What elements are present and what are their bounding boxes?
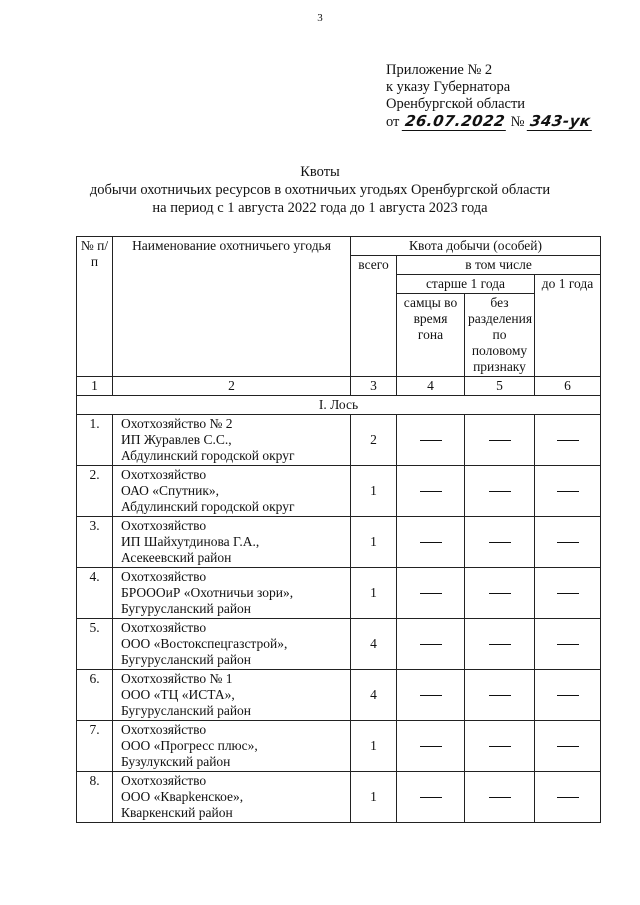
table-row [77, 772, 601, 823]
header-under-1: до 1 года [535, 275, 601, 377]
row-number: 4. [77, 568, 113, 619]
row-number: 3. [77, 517, 113, 568]
quota-table [76, 236, 601, 823]
header-num: № п/п [77, 237, 113, 377]
dash-mark [557, 593, 579, 594]
header-name: Наименование охотничьего угодья [113, 237, 351, 377]
header-males-rut: самцы во время гона [397, 294, 465, 377]
quota-no-sex-split [465, 568, 535, 619]
hunting-ground-name [113, 568, 351, 619]
handwritten-date: 26.07.2022 [402, 113, 508, 131]
quota-no-sex-split [465, 619, 535, 670]
name-line-2: ИП Шайхутдинова Г.А., [121, 534, 260, 549]
table-row [77, 415, 601, 466]
header-row-1 [77, 237, 601, 256]
hunting-ground-name [113, 772, 351, 823]
dash-mark [557, 644, 579, 645]
dash-mark [489, 797, 511, 798]
dash-mark [557, 542, 579, 543]
name-line-3: Абдулинский городской округ [121, 499, 295, 514]
quota-total: 1 [351, 466, 397, 517]
name-line-2: ИП Журавлев С.С., [121, 432, 232, 447]
table-row [77, 670, 601, 721]
quota-males-rut [397, 568, 465, 619]
title-line-1: Квоты [300, 164, 340, 180]
col-number: 4 [397, 377, 465, 396]
col-number: 1 [77, 377, 113, 396]
row-number: 7. [77, 721, 113, 772]
hunting-ground-name [113, 466, 351, 517]
dash-mark [489, 695, 511, 696]
dash-mark [420, 644, 442, 645]
header-quota: Квота добычи (особей) [351, 237, 601, 256]
quota-under-1 [535, 415, 601, 466]
table-row [77, 568, 601, 619]
col-number: 3 [351, 377, 397, 396]
hunting-ground-name [113, 517, 351, 568]
quota-males-rut [397, 721, 465, 772]
row-number: 5. [77, 619, 113, 670]
col-number: 5 [465, 377, 535, 396]
row-number: 6. [77, 670, 113, 721]
quota-under-1 [535, 517, 601, 568]
quota-no-sex-split [465, 670, 535, 721]
dash-mark [557, 797, 579, 798]
name-line-3: Кваркенский район [121, 805, 233, 820]
header-including: в том числе [397, 256, 601, 275]
quota-males-rut [397, 772, 465, 823]
dash-mark [489, 542, 511, 543]
quota-total: 1 [351, 721, 397, 772]
quota-males-rut [397, 619, 465, 670]
appendix-line-2: к указу Губернатора [386, 79, 511, 95]
table-row [77, 517, 601, 568]
quota-under-1 [535, 670, 601, 721]
dash-mark [557, 491, 579, 492]
col-number: 2 [113, 377, 351, 396]
section-row [77, 396, 601, 415]
dash-mark [557, 440, 579, 441]
title-line-3: на период с 1 августа 2022 года до 1 августа 2023 года [152, 200, 488, 216]
quota-males-rut [397, 466, 465, 517]
dash-mark [420, 491, 442, 492]
table-row [77, 619, 601, 670]
quota-males-rut [397, 670, 465, 721]
appendix-line-3: Оренбургской области [386, 96, 526, 112]
hunting-ground-name [113, 415, 351, 466]
header-no-sex-split: без разделения по половому признаку [465, 294, 535, 377]
document-title [0, 163, 640, 217]
name-line-1: Охотхозяйство [121, 467, 207, 482]
quota-no-sex-split [465, 721, 535, 772]
name-line-2: ООО «ТЦ «ИСТА», [121, 687, 235, 702]
name-line-1: Охотхозяйство [121, 773, 207, 788]
header-older: старше 1 года [397, 275, 535, 294]
name-line-3: Бузулукский район [121, 754, 231, 769]
dash-mark [420, 593, 442, 594]
table-row [77, 721, 601, 772]
quota-total: 2 [351, 415, 397, 466]
dash-mark [420, 695, 442, 696]
dash-mark [420, 746, 442, 747]
quota-no-sex-split [465, 415, 535, 466]
quota-under-1 [535, 466, 601, 517]
name-line-2: ООО «Востокспецгазстрой», [121, 636, 288, 651]
number-label: № [510, 114, 525, 130]
column-numbers-row [77, 377, 601, 396]
dash-mark [489, 593, 511, 594]
quota-under-1 [535, 721, 601, 772]
hunting-ground-name [113, 721, 351, 772]
quota-total: 4 [351, 619, 397, 670]
table-row [77, 466, 601, 517]
appendix-block [386, 62, 593, 131]
appendix-line-1: Приложение № 2 [386, 62, 493, 78]
name-line-1: Охотхозяйство [121, 569, 207, 584]
quota-total: 1 [351, 517, 397, 568]
title-line-2: добычи охотничьих ресурсов в охотничьих угодьях Оренбургской области [89, 182, 551, 198]
page-number: 3 [317, 12, 323, 24]
section-title: I. Лось [77, 396, 601, 415]
hunting-ground-name [113, 670, 351, 721]
row-number: 8. [77, 772, 113, 823]
name-line-1: Охотхозяйство № 2 [121, 416, 233, 431]
handwritten-number: 343-ук [527, 113, 594, 131]
name-line-2: ОАО «Спутник», [121, 483, 220, 498]
dash-mark [420, 797, 442, 798]
name-line-1: Охотхозяйство № 1 [121, 671, 233, 686]
quota-total: 4 [351, 670, 397, 721]
row-number: 2. [77, 466, 113, 517]
dash-mark [557, 746, 579, 747]
quota-total: 1 [351, 772, 397, 823]
quota-total: 1 [351, 568, 397, 619]
quota-under-1 [535, 568, 601, 619]
row-number: 1. [77, 415, 113, 466]
quota-males-rut [397, 415, 465, 466]
dash-mark [489, 644, 511, 645]
dash-mark [557, 695, 579, 696]
col-number: 6 [535, 377, 601, 396]
name-line-3: Асекеевский район [121, 550, 232, 565]
name-line-3: Бугурусланский район [121, 652, 252, 667]
quota-no-sex-split [465, 772, 535, 823]
name-line-2: ООО «Прогресс плюс», [121, 738, 258, 753]
quota-no-sex-split [465, 517, 535, 568]
dash-mark [489, 491, 511, 492]
name-line-3: Бугурусланский район [121, 703, 252, 718]
dash-mark [489, 746, 511, 747]
decree-date-number [386, 113, 593, 131]
name-line-3: Абдулинский городской округ [121, 448, 295, 463]
name-line-1: Охотхозяйство [121, 620, 207, 635]
hunting-ground-name [113, 619, 351, 670]
from-label: от [386, 114, 400, 130]
header-total: всего [351, 256, 397, 377]
name-line-2: ООО «Кварkенское», [121, 789, 244, 804]
quota-under-1 [535, 619, 601, 670]
quota-under-1 [535, 772, 601, 823]
name-line-1: Охотхозяйство [121, 518, 207, 533]
name-line-3: Бугурусланский район [121, 601, 252, 616]
quota-no-sex-split [465, 466, 535, 517]
quota-males-rut [397, 517, 465, 568]
dash-mark [420, 542, 442, 543]
name-line-1: Охотхозяйство [121, 722, 207, 737]
dash-mark [489, 440, 511, 441]
dash-mark [420, 440, 442, 441]
name-line-2: БРОООиР «Охотничьи зори», [121, 585, 294, 600]
